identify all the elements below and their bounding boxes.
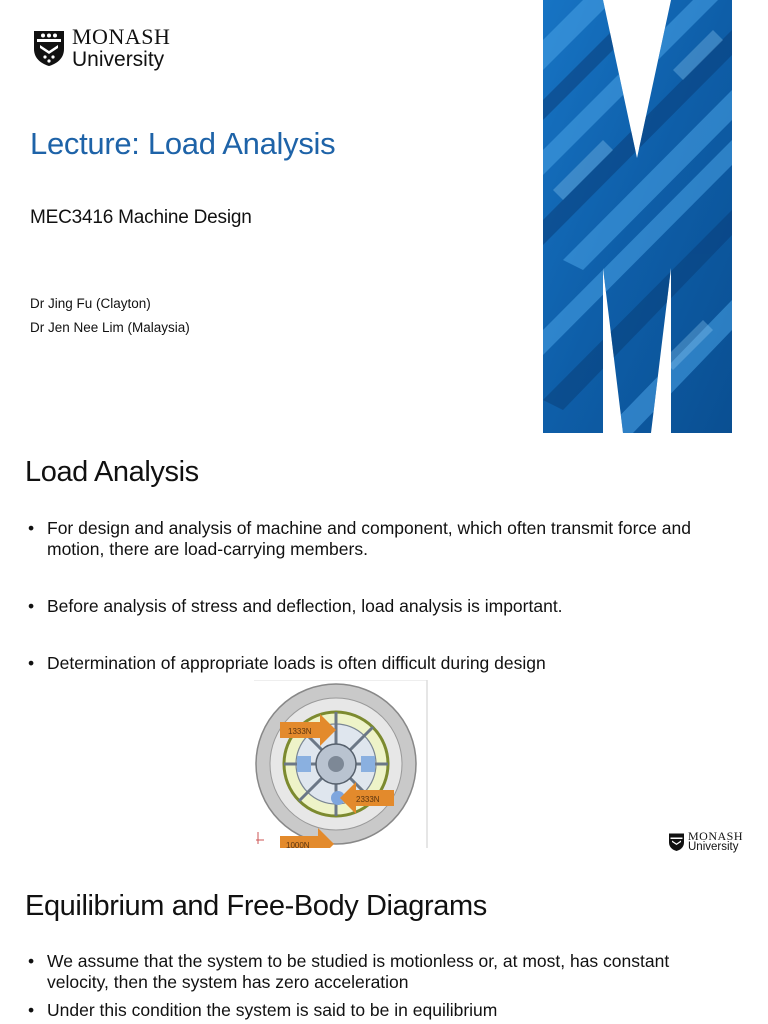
course-subtitle: MEC3416 Machine Design — [30, 207, 252, 228]
monash-crest-icon — [32, 29, 66, 67]
bullet-item: • For design and analysis of machine and component, which often transmit force and motion, there are load-carrying members. — [28, 518, 708, 560]
title-slide — [0, 0, 768, 440]
load-analysis-slide — [0, 440, 768, 860]
logo-word-university: University — [72, 48, 165, 71]
slide-heading: Equilibrium and Free-Body Diagrams — [25, 890, 487, 922]
bullet-item: • We assume that the system to be studied is motionless or, at most, has constant velocity, then the system has zero acceleration — [28, 951, 708, 993]
logo-word-university: University — [688, 841, 739, 853]
bullet-item: • Determination of appropriate loads is often difficult during design — [28, 653, 546, 674]
force-label-1333: 1333N — [288, 727, 312, 736]
force-label-1000: 1000N — [286, 841, 310, 848]
author-2: Dr Jen Nee Lim (Malaysia) — [30, 320, 190, 335]
slide-heading: Load Analysis — [25, 456, 199, 488]
bullet-item: • Before analysis of stress and deflection, load analysis is important. — [28, 596, 563, 617]
logo-word-monash: MONASH — [72, 24, 171, 49]
monash-logo-small — [668, 830, 743, 854]
monash-logo — [32, 26, 170, 70]
force-label-2333: 2333N — [356, 795, 380, 804]
monash-m-graphic — [543, 0, 732, 433]
bullet-item: • Under this condition the system is said to be in equilibrium — [28, 1000, 497, 1021]
equilibrium-slide — [0, 860, 768, 1024]
wheel-load-figure — [254, 680, 428, 848]
author-1: Dr Jing Fu (Clayton) — [30, 296, 151, 311]
monash-crest-icon — [668, 832, 685, 852]
logo-word-monash: MONASH — [688, 829, 744, 843]
lecture-title: Lecture: Load Analysis — [30, 126, 336, 161]
